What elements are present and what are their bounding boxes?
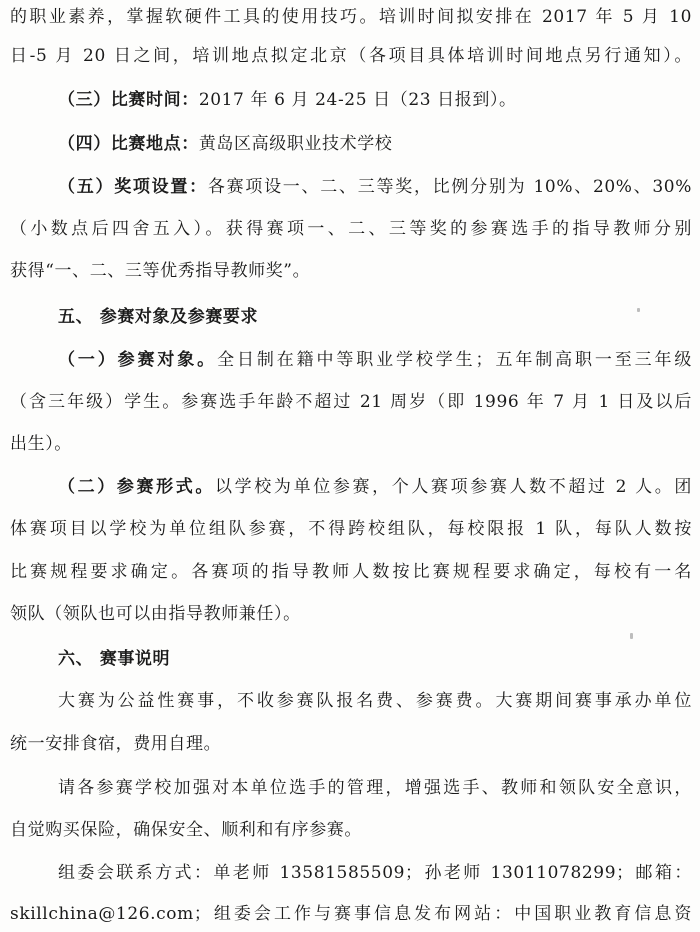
line-text: 全日制在籍中等职业学校学生；五年制高职一至三年级 <box>217 350 692 370</box>
line-text: 领队（领队也可以由指导教师兼任）。 <box>10 604 301 624</box>
paragraph-line-21 <box>58 862 692 884</box>
section-lead-label: （四）比赛地点： <box>58 134 199 154</box>
line-text: 的职业素养，掌握软硬件工具的使用技巧。培训时间拟安排在 2017 年 5 月 10 <box>10 7 692 27</box>
section-participation-form <box>58 476 692 498</box>
paragraph-line-6 <box>10 218 692 240</box>
section-lead-label: （一）参赛对象。 <box>58 350 218 370</box>
paragraph-line-15 <box>10 603 692 625</box>
line-text: 大赛为公益性赛事，不收参赛队报名费、参赛费。大赛期间赛事承办单位 <box>58 691 692 711</box>
line-text: 比赛规程要求确定。各赛项的指导教师人数按比赛规程要求确定，每校有一名 <box>10 562 692 582</box>
section-participants <box>58 349 692 371</box>
paragraph-line-14 <box>10 561 692 583</box>
line-text: 获得“一、二、三等优秀指导教师奖”。 <box>10 261 311 281</box>
section-heading-notes <box>58 648 692 670</box>
section-lead-label: （五）奖项设置： <box>58 177 208 197</box>
line-text: 统一安排食宿，费用自理。 <box>10 734 222 754</box>
paragraph-line-20 <box>10 819 692 841</box>
paragraph-line-22 <box>10 903 692 925</box>
line-text: （小数点后四舍五入）。获得赛项一、二、三等奖的参赛选手的指导教师分别 <box>10 219 692 239</box>
heading-text: 六、 赛事说明 <box>58 649 171 669</box>
section-competition-location <box>58 133 692 155</box>
line-text: 出生）。 <box>10 434 72 454</box>
section-lead-label: （二）参赛形式。 <box>58 477 216 497</box>
paragraph-line-2 <box>10 45 692 67</box>
line-text: 自觉购买保险，确保安全、顺利和有序参赛。 <box>10 820 362 840</box>
line-text: 各赛项设一、二、三等奖，比例分别为 10%、20%、30% <box>207 177 692 197</box>
paragraph-line-17 <box>58 690 692 712</box>
paragraph-line-7 <box>10 260 692 282</box>
paragraph-line-19 <box>58 777 692 799</box>
section-awards <box>58 176 692 198</box>
paragraph-line-10 <box>10 391 692 413</box>
paragraph-line-13 <box>10 518 692 540</box>
section-lead-label: （三）比赛时间： <box>58 90 199 110</box>
heading-text: 五、 参赛对象及参赛要求 <box>58 307 259 327</box>
scan-artifact <box>637 308 640 312</box>
paragraph-line-18 <box>10 733 692 755</box>
line-text: 2017 年 6 月 24-25 日（23 日报到）。 <box>198 90 517 110</box>
scan-artifact <box>630 633 633 639</box>
section-heading-participants <box>58 306 692 328</box>
line-text: skillchina@126.com；组委会工作与赛事信息发布网站：中国职业教育信息资 <box>10 904 692 924</box>
line-text: （含三年级）学生。参赛选手年龄不超过 21 周岁（即 1996 年 7 月 1 日及以后 <box>10 392 692 412</box>
line-text: 组委会联系方式：单老师 13581585509；孙老师 13011078299；邮箱： <box>58 863 692 883</box>
line-text: 体赛项目以学校为单位组队参赛，不得跨校组队，每校限报 1 队，每队人数按 <box>10 519 692 539</box>
line-text: 日-5 月 20 日之间，培训地点拟定北京（各项目具体培训时间地点另行通知）。 <box>10 46 692 66</box>
section-competition-time <box>58 89 692 111</box>
line-text: 请各参赛学校加强对本单位选手的管理，增强选手、教师和领队安全意识， <box>58 778 692 798</box>
line-text: 以学校为单位参赛，个人赛项参赛人数不超过 2 人。团 <box>215 477 692 497</box>
line-text: 黄岛区高级职业技术学校 <box>198 134 393 154</box>
paragraph-line-11 <box>10 433 692 455</box>
paragraph-line-1 <box>10 6 692 28</box>
